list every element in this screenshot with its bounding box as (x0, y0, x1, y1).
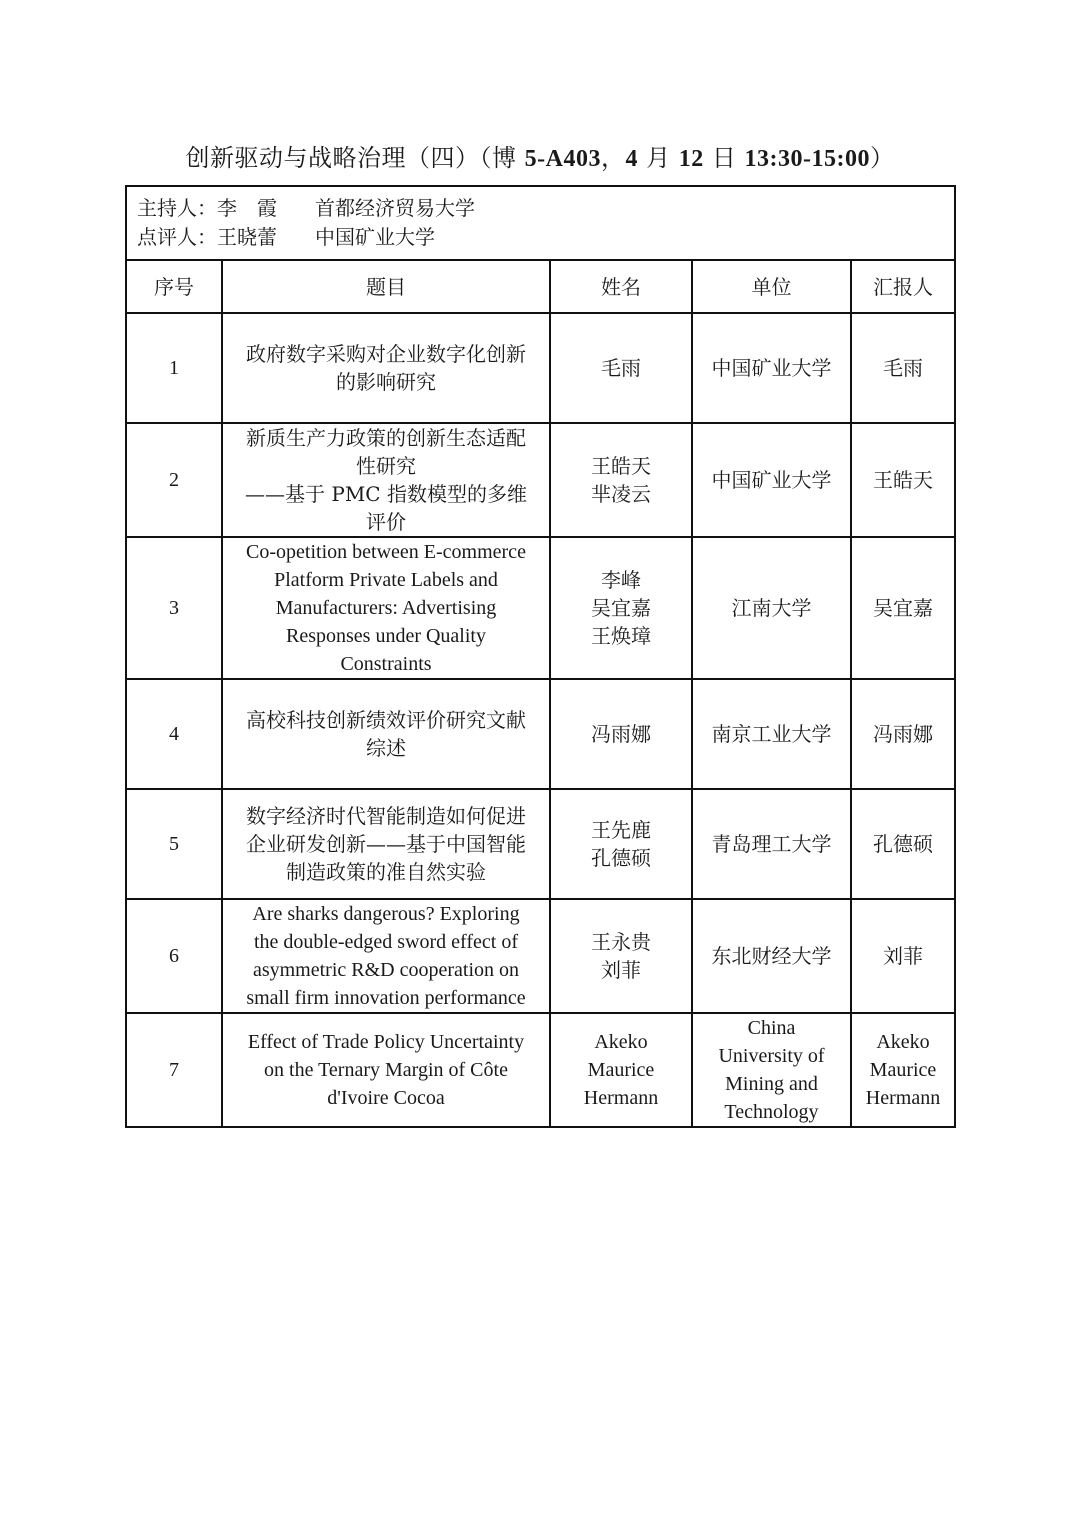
paper-title (222, 423, 550, 537)
reporter (851, 313, 954, 423)
column-header-no: 序号 (127, 261, 222, 313)
row-number: 4 (127, 679, 222, 789)
author-name: 毛雨 (601, 356, 641, 380)
title-line: 的影响研究 (336, 370, 436, 394)
reporter-name: Akeko (876, 1031, 930, 1053)
author-name: 王焕璋 (591, 624, 651, 648)
schedule-table (127, 261, 954, 1126)
author-names (550, 313, 692, 423)
affiliation-line: China (747, 1017, 796, 1039)
title-line: 性研究 (356, 454, 416, 478)
title-line: ——基于 PMC 指数模型的多维 (245, 482, 527, 506)
reporter (851, 1013, 954, 1126)
paper-title (222, 899, 550, 1013)
reporter-name: 王皓天 (873, 468, 933, 492)
title-line: Co-opetition between E-commerce (246, 541, 526, 563)
author-names (550, 899, 692, 1013)
row-number: 2 (127, 423, 222, 537)
title-line: the double-edged sword effect of (254, 931, 518, 953)
reporter (851, 899, 954, 1013)
row-number: 7 (127, 1013, 222, 1126)
host-name: 李 霞 (217, 196, 277, 220)
reviewer-line (137, 223, 944, 252)
row-number: 1 (127, 313, 222, 423)
reporter-name: Maurice (869, 1059, 937, 1081)
title-line: Responses under Quality (286, 625, 486, 647)
title-line: Manufacturers: Advertising (275, 597, 497, 619)
affiliation (692, 899, 851, 1013)
table-row (127, 679, 954, 789)
title-line: on the Ternary Margin of Côte (264, 1059, 508, 1081)
author-names (550, 537, 692, 679)
reporter (851, 423, 954, 537)
column-header-title: 题目 (222, 261, 550, 313)
affiliation-line: 江南大学 (731, 596, 812, 620)
reporter (851, 789, 954, 899)
title-line: 企业研发创新——基于中国智能 (246, 832, 526, 856)
reporter-name: 毛雨 (883, 356, 923, 380)
column-header-name: 姓名 (550, 261, 692, 313)
affiliation-line: 青岛理工大学 (711, 832, 832, 856)
affiliation-line: 东北财经大学 (711, 944, 832, 968)
title-line: Platform Private Labels and (274, 569, 498, 591)
title-time: 13:30-15:00 (744, 146, 870, 172)
affiliation-line: Technology (724, 1101, 819, 1123)
row-number: 6 (127, 899, 222, 1013)
title-line: 制造政策的准自然实验 (286, 860, 486, 884)
author-name: 王先鹿 (591, 818, 651, 842)
row-number: 3 (127, 537, 222, 679)
title-line: 政府数字采购对企业数字化创新 (246, 342, 526, 366)
title-month-number: 4 (625, 146, 638, 172)
title-line: 综述 (366, 736, 406, 760)
title-line: d'Ivoire Cocoa (327, 1087, 445, 1109)
author-name: Hermann (583, 1087, 659, 1109)
title-line: Effect of Trade Policy Uncertainty (247, 1031, 525, 1053)
host-org: 首都经济贸易大学 (315, 196, 475, 220)
reviewer-label: 点评人： (137, 225, 217, 249)
author-name: Akeko (594, 1031, 648, 1053)
author-name: 吴宜嘉 (591, 596, 651, 620)
title-line: 高校科技创新绩效评价研究文献 (246, 708, 526, 732)
author-names (550, 679, 692, 789)
reporter-name: 冯雨娜 (873, 722, 933, 746)
title-line: Are sharks dangerous? Exploring (252, 903, 520, 925)
author-names (550, 1013, 692, 1126)
table-row (127, 789, 954, 899)
reporter-name: 孔德硕 (873, 832, 933, 856)
affiliation-line: 中国矿业大学 (711, 468, 832, 492)
column-header-unit: 单位 (692, 261, 851, 313)
reporter-name: 吴宜嘉 (873, 596, 933, 620)
title-line: 新质生产力政策的创新生态适配 (246, 426, 526, 450)
affiliation (692, 679, 851, 789)
affiliation (692, 313, 851, 423)
author-name: 王皓天 (591, 454, 651, 478)
session-header (127, 187, 954, 261)
reviewer-name: 王晓蕾 (217, 225, 277, 249)
affiliation-line: 南京工业大学 (711, 722, 832, 746)
title-session: 创新驱动与战略治理（四）（博 (185, 144, 525, 172)
title-close: ） (869, 144, 895, 172)
title-room: 5-A403 (524, 146, 601, 172)
title-line: asymmetric R&D cooperation on (252, 959, 520, 981)
affiliation-line: University of (718, 1045, 825, 1067)
affiliation (692, 789, 851, 899)
reporter-name: 刘菲 (883, 944, 923, 968)
table-row (127, 423, 954, 537)
title-line: small firm innovation performance (246, 987, 526, 1009)
schedule-frame (125, 185, 956, 1128)
title-line: 评价 (366, 510, 406, 534)
table-row (127, 537, 954, 679)
author-name: 王永贵 (591, 930, 651, 954)
title-line: 数字经济时代智能制造如何促进 (246, 804, 526, 828)
page-title (0, 138, 1080, 173)
reporter (851, 679, 954, 789)
reporter-name: Hermann (865, 1087, 941, 1109)
host-label: 主持人： (137, 196, 217, 220)
row-number: 5 (127, 789, 222, 899)
author-names (550, 789, 692, 899)
paper-title (222, 1013, 550, 1126)
title-day-label: 日 (703, 144, 745, 172)
affiliation-line: 中国矿业大学 (711, 356, 832, 380)
column-header-reporter: 汇报人 (851, 261, 954, 313)
author-name: Maurice (587, 1059, 655, 1081)
paper-title (222, 313, 550, 423)
affiliation (692, 423, 851, 537)
title-line: Constraints (340, 653, 432, 675)
paper-title (222, 789, 550, 899)
table-row (127, 1013, 954, 1126)
reviewer-org: 中国矿业大学 (315, 225, 435, 249)
title-month-label: 月 (637, 144, 679, 172)
affiliation (692, 537, 851, 679)
host-line (137, 194, 944, 223)
affiliation-line: Mining and (725, 1073, 818, 1095)
paper-title (222, 537, 550, 679)
table-row (127, 313, 954, 423)
table-header-row (127, 261, 954, 313)
author-name: 李峰 (601, 568, 641, 592)
table-row (127, 899, 954, 1013)
author-name: 孔德硕 (591, 846, 651, 870)
author-names (550, 423, 692, 537)
paper-title (222, 679, 550, 789)
affiliation (692, 1013, 851, 1126)
author-name: 刘菲 (601, 958, 641, 982)
reporter (851, 537, 954, 679)
title-separator: ， (600, 144, 626, 172)
author-name: 冯雨娜 (591, 722, 651, 746)
title-day-number: 12 (678, 146, 704, 172)
author-name: 芈凌云 (591, 482, 651, 506)
